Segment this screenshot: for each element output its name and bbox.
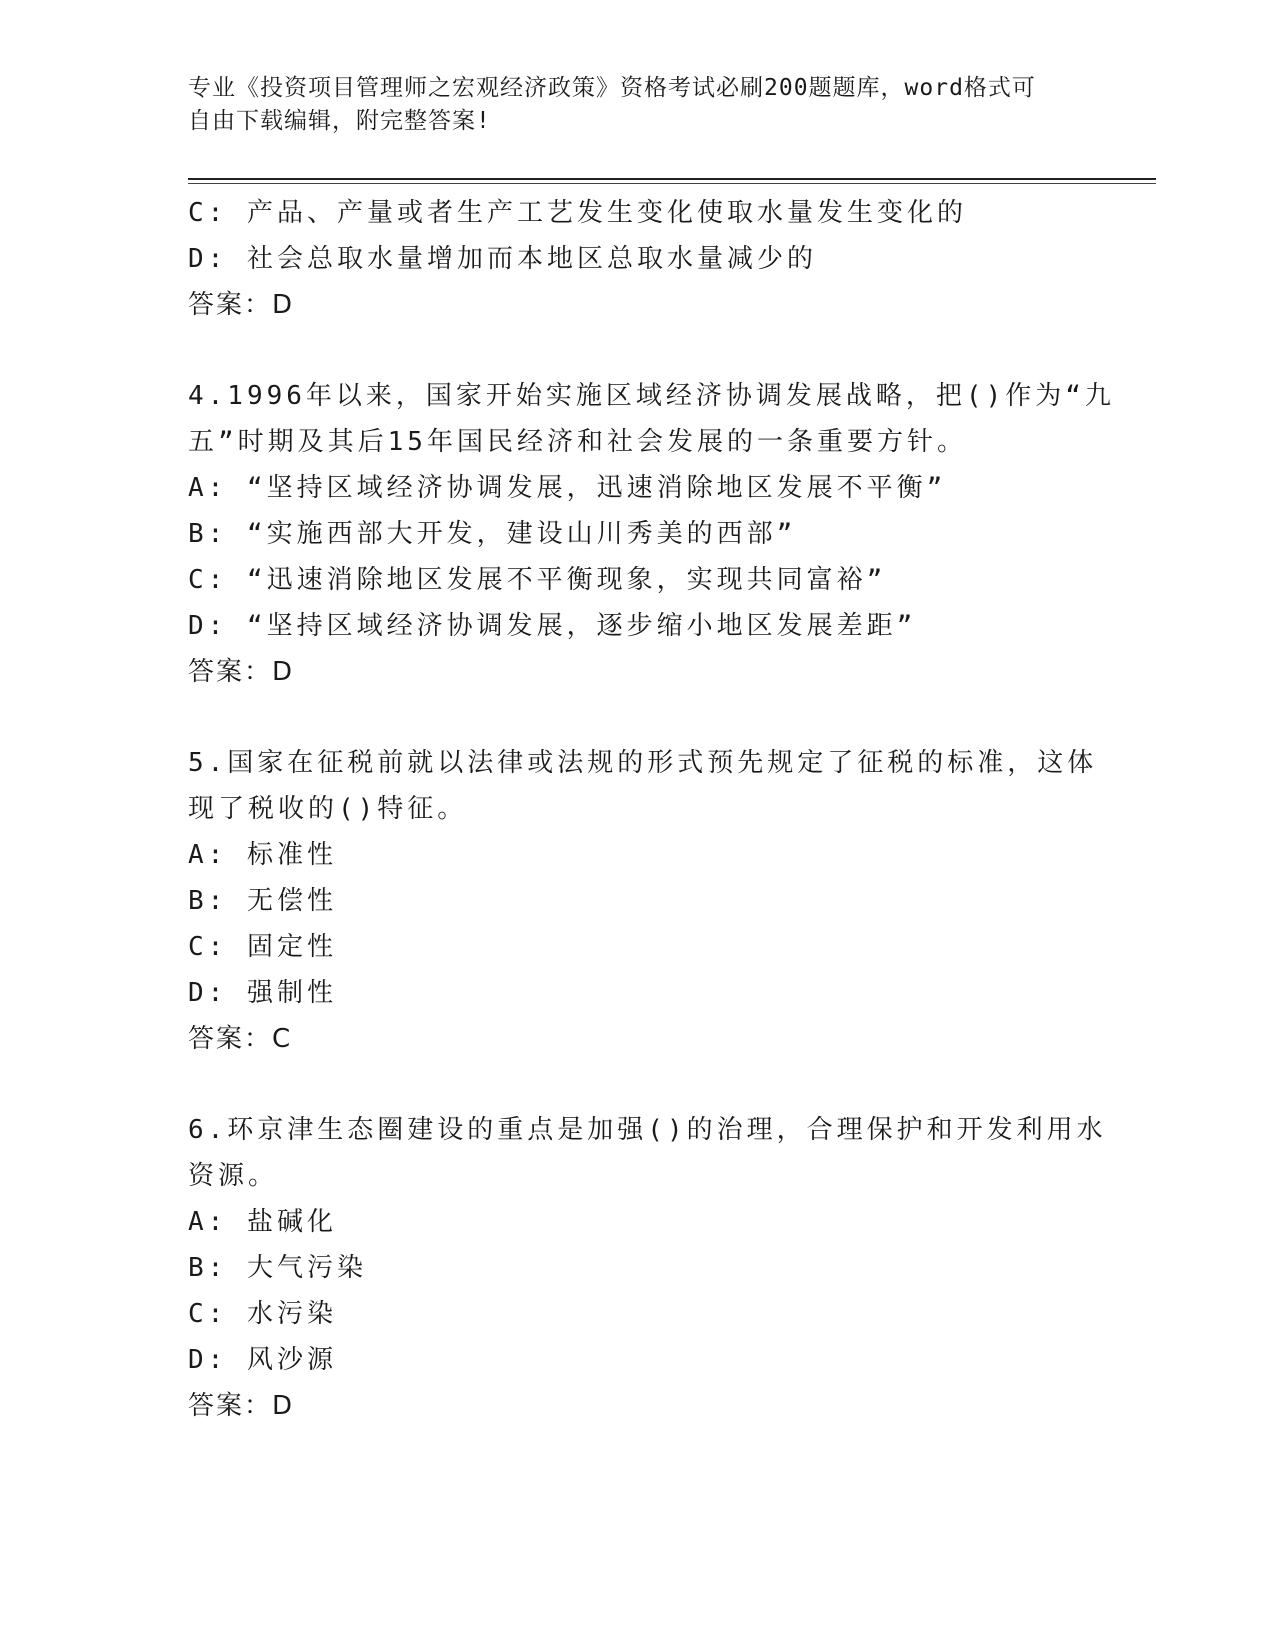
- question-stem-line: 现了税收的()特征。: [188, 794, 468, 824]
- document-header: [188, 72, 1068, 138]
- answer-line: 答案：C: [188, 1024, 293, 1054]
- question-4: [188, 373, 1115, 695]
- option-c: C: 水污染: [188, 1299, 337, 1329]
- question-stem-line: 五”时期及其后15年国民经济和社会发展的一条重要方针。: [188, 427, 967, 457]
- option-d: D: 强制性: [188, 978, 337, 1008]
- option-c: C: 固定性: [188, 932, 337, 962]
- question-stem-line: 5.国家在征税前就以法律或法规的形式预先规定了征税的标准，这体: [188, 748, 1098, 778]
- option-b: B: 大气污染: [188, 1253, 367, 1283]
- answer-line: 答案：D: [188, 1391, 295, 1421]
- option-a: A: 标准性: [188, 840, 337, 870]
- option-a: A: “坚持区域经济协调发展，迅速消除地区发展不平衡”: [188, 473, 947, 503]
- option-d: D: 社会总取水量增加而本地区总取水量减少的: [188, 244, 817, 274]
- question-stem-line: 资源。: [188, 1161, 279, 1191]
- header-line-1: 专业《投资项目管理师之宏观经济政策》资格考试必刷200题题库，word格式可: [188, 75, 1036, 101]
- option-c: C: “迅速消除地区发展不平衡现象，实现共同富裕”: [188, 565, 887, 595]
- option-b: B: 无偿性: [188, 886, 337, 916]
- option-b: B: “实施西部大开发，建设山川秀美的西部”: [188, 519, 797, 549]
- question-6: [188, 1107, 1107, 1429]
- option-c: C: 产品、产量或者生产工艺发生变化使取水量发生变化的: [188, 198, 967, 228]
- header-line-2: 自由下载编辑，附完整答案!: [188, 108, 491, 134]
- answer-line: 答案：D: [188, 657, 295, 687]
- option-a: A: 盐碱化: [188, 1207, 337, 1237]
- spacer: [188, 695, 1068, 740]
- answer-line: 答案：D: [188, 290, 295, 320]
- option-d: D: “坚持区域经济协调发展，逐步缩小地区发展差距”: [188, 611, 917, 641]
- spacer: [188, 328, 1068, 373]
- question-stem-line: 4.1996年以来，国家开始实施区域经济协调发展战略，把()作为“九: [188, 381, 1115, 411]
- option-d: D: 风沙源: [188, 1345, 337, 1375]
- question-3-continuation: [188, 190, 1068, 328]
- header-divider-thick: [188, 178, 1156, 180]
- spacer: [188, 1062, 1068, 1107]
- question-stem-line: 6.环京津生态圈建设的重点是加强()的治理，合理保护和开发利用水: [188, 1115, 1107, 1145]
- question-5: [188, 740, 1098, 1062]
- header-divider-thin: [188, 183, 1156, 184]
- document-body: [188, 190, 1115, 1429]
